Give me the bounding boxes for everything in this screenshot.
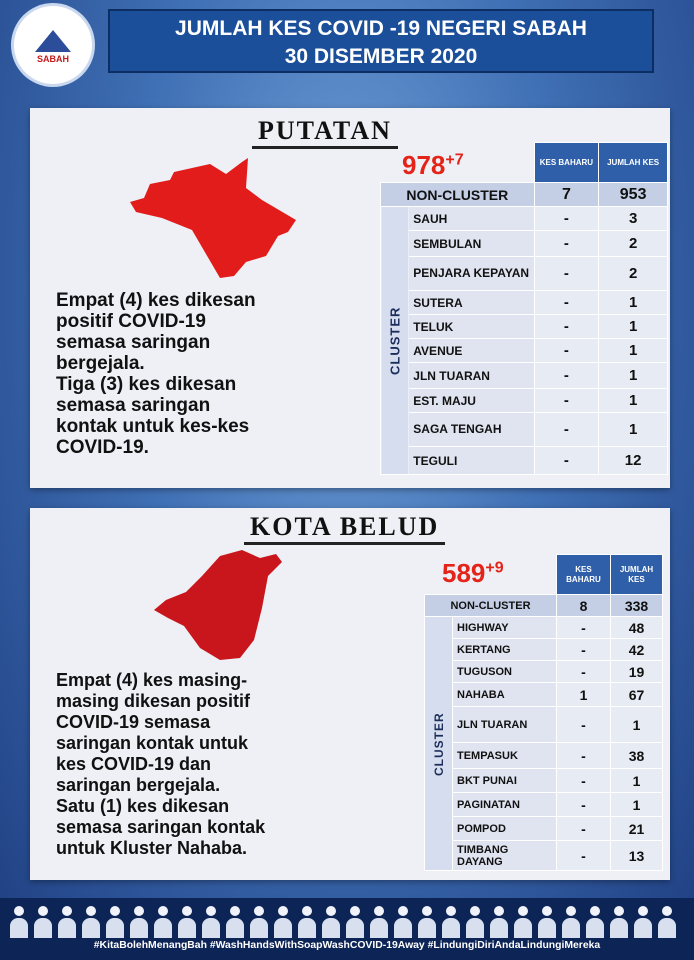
cluster-total: 2 [599,231,668,257]
cluster-new: - [557,793,611,817]
non-cluster-total: 953 [599,183,668,207]
cluster-total: 1 [599,339,668,363]
total-cases: 589 [442,558,486,588]
person-icon [586,906,604,938]
table-row [381,413,668,447]
person-icon [610,906,628,938]
cluster-name: TEMPASUK [453,743,557,769]
new-cases-increase: +7 [445,151,464,169]
logo-label: SABAH [36,54,69,64]
table-row [425,683,663,707]
cluster-new: - [534,315,599,339]
cluster-total: 1 [599,363,668,389]
person-icon [106,906,124,938]
frontliners-illustration [10,900,684,938]
table-row [381,389,668,413]
cluster-total: 12 [599,447,668,475]
person-icon [58,906,76,938]
cluster-total: 1 [611,707,663,743]
person-icon [10,906,28,938]
mountain-icon [35,30,71,52]
table-row [425,793,663,817]
cluster-total: 1 [599,291,668,315]
cluster-name: NAHABA [453,683,557,707]
cluster-total: 3 [599,207,668,231]
cluster-name: TELUK [409,315,534,339]
person-icon [490,906,508,938]
cluster-name: EST. MAJU [409,389,534,413]
cluster-name: HIGHWAY [453,617,557,639]
non-cluster-label: NON-CLUSTER [425,595,557,617]
header-total-cases: JUMLAH KES [611,555,663,595]
table-row [425,817,663,841]
cluster-total: 48 [611,617,663,639]
cluster-name: AVENUE [409,339,534,363]
table-row [425,661,663,683]
header-date: 30 DISEMBER 2020 [284,45,478,68]
cluster-name: KERTANG [453,639,557,661]
cluster-new: - [534,363,599,389]
header-total-cases: JUMLAH KES [599,143,668,183]
person-icon [346,906,364,938]
cluster-new: - [534,231,599,257]
table-row [381,315,668,339]
person-icon [322,906,340,938]
person-icon [634,906,652,938]
cluster-name: PAGINATAN [453,793,557,817]
district-title: PUTATAN [252,116,398,149]
cluster-name: BKT PUNAI [453,769,557,793]
person-icon [82,906,100,938]
cluster-name: POMPOD [453,817,557,841]
cluster-new: - [557,769,611,793]
header-title: JUMLAH KES COVID -19 NEGERI SABAH [175,17,587,40]
footer-banner [0,898,694,960]
cluster-name: SUTERA [409,291,534,315]
person-icon [658,906,676,938]
header-new-cases: KES BAHARU [534,143,599,183]
page-header [108,9,654,73]
non-cluster-label: NON-CLUSTER [381,183,535,207]
total-cases: 978 [402,150,446,180]
cluster-total: 1 [599,315,668,339]
person-icon [514,906,532,938]
kotabelud-map-icon [150,548,290,668]
table-row [381,363,668,389]
cluster-total: 67 [611,683,663,707]
cluster-new: - [557,817,611,841]
cluster-new: - [557,707,611,743]
cluster-name: SAUH [409,207,534,231]
table-row [425,743,663,769]
putatan-map-icon [122,152,302,282]
person-icon [154,906,172,938]
non-cluster-new: 8 [557,595,611,617]
person-icon [466,906,484,938]
table-row [425,707,663,743]
table-row [425,617,663,639]
cluster-new: - [534,291,599,315]
cluster-new: - [534,413,599,447]
cluster-name: TEGULI [409,447,534,475]
non-cluster-new: 7 [534,183,599,207]
cluster-total: 21 [611,817,663,841]
table-row [381,291,668,315]
non-cluster-total: 338 [611,595,663,617]
cluster-total: 1 [611,769,663,793]
cluster-name: TUGUSON [453,661,557,683]
putatan-cases-table [380,142,668,475]
header-new-cases: KES BAHARU [557,555,611,595]
cluster-total: 1 [611,793,663,817]
table-row [381,447,668,475]
cluster-new: - [534,447,599,475]
person-icon [226,906,244,938]
table-row [381,339,668,363]
cluster-total: 38 [611,743,663,769]
person-icon [418,906,436,938]
person-icon [538,906,556,938]
cluster-total: 1 [599,389,668,413]
cluster-new: - [534,339,599,363]
cluster-name: PENJARA KEPAYAN [409,257,534,291]
person-icon [394,906,412,938]
cluster-new: 1 [557,683,611,707]
person-icon [298,906,316,938]
putatan-panel [30,108,670,488]
cluster-new: - [557,617,611,639]
cluster-name: JLN TUARAN [409,363,534,389]
table-row [381,231,668,257]
cluster-total: 13 [611,841,663,871]
cluster-name: TIMBANG DAYANG [453,841,557,871]
cluster-new: - [557,743,611,769]
cluster-total: 42 [611,639,663,661]
cluster-new: - [534,389,599,413]
sabah-health-logo-icon [14,6,92,84]
cluster-new: - [557,661,611,683]
cluster-total: 1 [599,413,668,447]
person-icon [202,906,220,938]
person-icon [370,906,388,938]
cluster-new: - [534,257,599,291]
table-row [381,257,668,291]
cluster-name: JLN TUARAN [453,707,557,743]
new-cases-increase: +9 [485,559,504,577]
hashtags-text: #KitaBolehMenangBah #WashHandsWithSoapWashCOVID-19Away #LindungiDiriAndaLindungiMereka [93,940,601,951]
kotabelud-panel [30,508,670,880]
table-row [425,769,663,793]
person-icon [562,906,580,938]
table-row [381,207,668,231]
table-row [425,639,663,661]
person-icon [178,906,196,938]
cluster-new: - [534,207,599,231]
table-row [425,841,663,871]
cluster-new: - [557,841,611,871]
cluster-total: 2 [599,257,668,291]
cluster-label: CLUSTER [425,617,453,871]
person-icon [250,906,268,938]
person-icon [130,906,148,938]
kotabelud-cases-table [424,554,663,871]
cluster-name: SEMBULAN [409,231,534,257]
person-icon [34,906,52,938]
person-icon [274,906,292,938]
cluster-new: - [557,639,611,661]
district-description: Empat (4) kes dikesan positif COVID-19 semasa saringan bergejala. Tiga (3) kes dikesan semasa saringan kontak untuk kes-kes COVID-19. [56,290,256,458]
district-title: KOTA BELUD [244,512,445,545]
cluster-label: CLUSTER [381,207,409,475]
cluster-name: SAGA TENGAH [409,413,534,447]
cluster-total: 19 [611,661,663,683]
person-icon [442,906,460,938]
district-description: Empat (4) kes masing- masing dikesan positif COVID-19 semasa saringan kontak untuk kes COVID-19 dan saringan bergejala. Satu (1) kes dikesan semasa saringan kontak untuk Kluster Nahaba. [56,670,266,858]
